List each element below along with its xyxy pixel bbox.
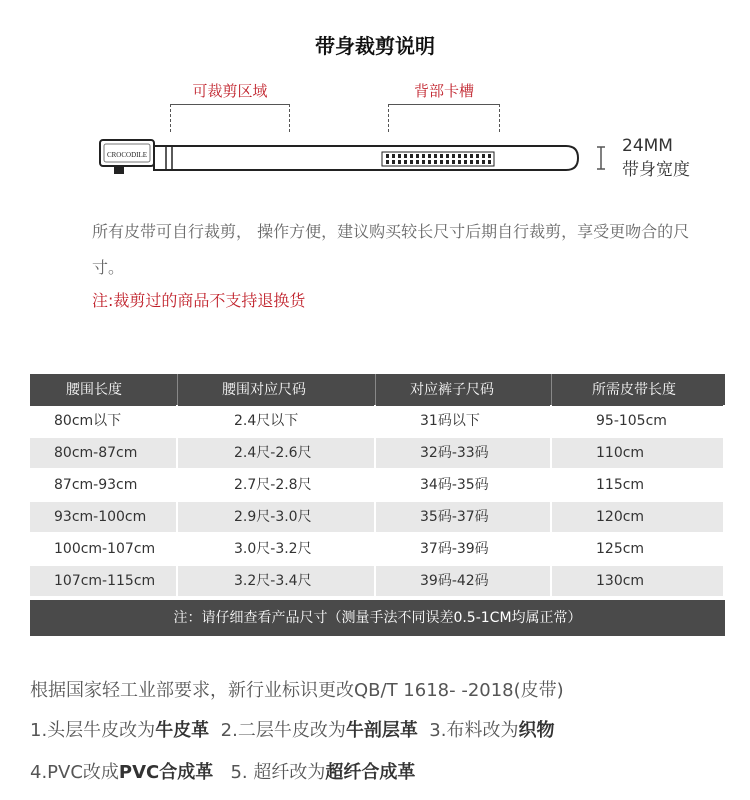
size-table [30, 374, 725, 636]
slot-hole [488, 160, 491, 164]
table-cell: 93cm-100cm [30, 501, 178, 533]
table-cell: 80cm以下 [30, 405, 178, 437]
slot-hole [416, 160, 419, 164]
header-waist-length: 腰围长度 [30, 374, 178, 406]
table-cell: 2.4尺以下 [178, 405, 376, 437]
slot-hole [398, 160, 401, 164]
slot-hole [464, 154, 467, 158]
slot-hole [470, 154, 473, 158]
header-waist-size: 腰围对应尺码 [178, 374, 376, 406]
table-cell: 3.2尺-3.4尺 [178, 565, 376, 597]
slot-hole [458, 154, 461, 158]
slot-hole [428, 160, 431, 164]
table-footnote: 注：请仔细查看产品尺寸（测量手法不同误差0.5-1CM均属正常） [30, 600, 725, 636]
size-table-header [30, 374, 725, 406]
page-title: 带身裁剪说明 [315, 34, 435, 58]
change-item-3-bold: 织物 [518, 720, 555, 741]
slot-hole [422, 160, 425, 164]
slot-hole [440, 160, 443, 164]
slot-hole [422, 154, 425, 158]
change-item-5-prefix: 5. 超纤改为 [230, 762, 326, 783]
table-cell: 100cm-107cm [30, 533, 178, 565]
table-row [30, 406, 725, 438]
table-cell: 2.9尺-3.0尺 [178, 501, 376, 533]
header-pants-size: 对应裤子尺码 [376, 374, 552, 406]
slot-hole [392, 160, 395, 164]
slot-hole [464, 160, 467, 164]
back-slot-bracket [388, 104, 500, 132]
back-slot-label: 背部卡槽 [413, 82, 474, 100]
table-row [30, 502, 725, 534]
slot-hole [428, 154, 431, 158]
table-row [30, 566, 725, 598]
table-cell: 87cm-93cm [30, 469, 178, 501]
slot-hole [434, 154, 437, 158]
table-cell: 80cm-87cm [30, 437, 178, 469]
belt-width-info [622, 134, 690, 182]
slot-hole [398, 154, 401, 158]
change-item-4-prefix: 4.PVC改成 [30, 762, 119, 783]
table-cell: 34码-35码 [376, 469, 552, 501]
table-cell: 120cm [552, 501, 725, 533]
belt-width-value: 24MM [622, 136, 673, 156]
belt-width-label: 带身宽度 [622, 160, 690, 180]
slot-hole [452, 154, 455, 158]
table-cell: 95-105cm [552, 405, 725, 437]
table-cell: 32码-33码 [376, 437, 552, 469]
table-cell: 31码以下 [376, 405, 552, 437]
slot-hole [434, 160, 437, 164]
slot-hole [416, 154, 419, 158]
table-cell: 110cm [552, 437, 725, 469]
change-item-5-bold: 超纤合成革 [325, 762, 416, 783]
change-item-2-bold: 牛剖层革 [345, 720, 418, 741]
change-item-1-bold: 牛皮革 [155, 720, 210, 741]
change-item-2-prefix: 2.二层牛皮改为 [220, 720, 346, 741]
slot-hole [404, 154, 407, 158]
table-cell: 37码-39码 [376, 533, 552, 565]
cut-area-bracket [170, 104, 290, 132]
material-changes-line-2 [30, 758, 415, 784]
width-marker-icon [596, 146, 606, 170]
table-cell: 115cm [552, 469, 725, 501]
buckle-brand-text: CROCODILE [106, 151, 148, 159]
table-cell: 35码-37码 [376, 501, 552, 533]
belt-strap [154, 146, 578, 170]
table-cell: 130cm [552, 565, 725, 597]
slot-hole [410, 154, 413, 158]
table-cell: 2.7尺-2.8尺 [178, 469, 376, 501]
material-changes-line-1 [30, 716, 554, 742]
slot-hole [458, 160, 461, 164]
slot-hole [392, 154, 395, 158]
table-cell: 2.4尺-2.6尺 [178, 437, 376, 469]
change-item-4-bold: PVC合成革 [118, 762, 214, 783]
slot-hole [446, 154, 449, 158]
slot-hole [410, 160, 413, 164]
change-item-3-prefix: 3.布料改为 [429, 720, 519, 741]
slot-hole [482, 160, 485, 164]
slot-hole [476, 160, 479, 164]
table-cell: 39码-42码 [376, 565, 552, 597]
change-item-1-prefix: 1.头层牛皮改为 [30, 720, 156, 741]
slot-hole [452, 160, 455, 164]
slot-hole [446, 160, 449, 164]
table-row [30, 438, 725, 470]
cut-area-label: 可裁剪区域 [192, 82, 268, 100]
slot-hole [404, 160, 407, 164]
cutting-warning-note: 注:裁剪过的商品不支持退换货 [92, 291, 306, 310]
slot-hole [476, 154, 479, 158]
slot-hole [386, 154, 389, 158]
table-cell: 107cm-115cm [30, 565, 178, 597]
industry-standard-text: 根据国家轻工业部要求，新行业标识更改QB/T 1618- -2018(皮带) [30, 680, 564, 701]
belt-illustration [96, 136, 586, 184]
table-row [30, 534, 725, 566]
header-belt-length: 所需皮带长度 [592, 382, 676, 398]
cutting-description: 所有皮带可自行裁剪， 操作方便，建议购买较长尺寸后期自行裁剪，享受更吻合的尺寸。 [92, 222, 690, 277]
table-cell: 125cm [552, 533, 725, 565]
slot-hole [488, 154, 491, 158]
slot-hole [440, 154, 443, 158]
slot-hole [386, 160, 389, 164]
slot-hole [482, 154, 485, 158]
slot-hole [470, 160, 473, 164]
table-cell: 3.0尺-3.2尺 [178, 533, 376, 565]
belt-diagram [0, 70, 750, 200]
table-row [30, 470, 725, 502]
